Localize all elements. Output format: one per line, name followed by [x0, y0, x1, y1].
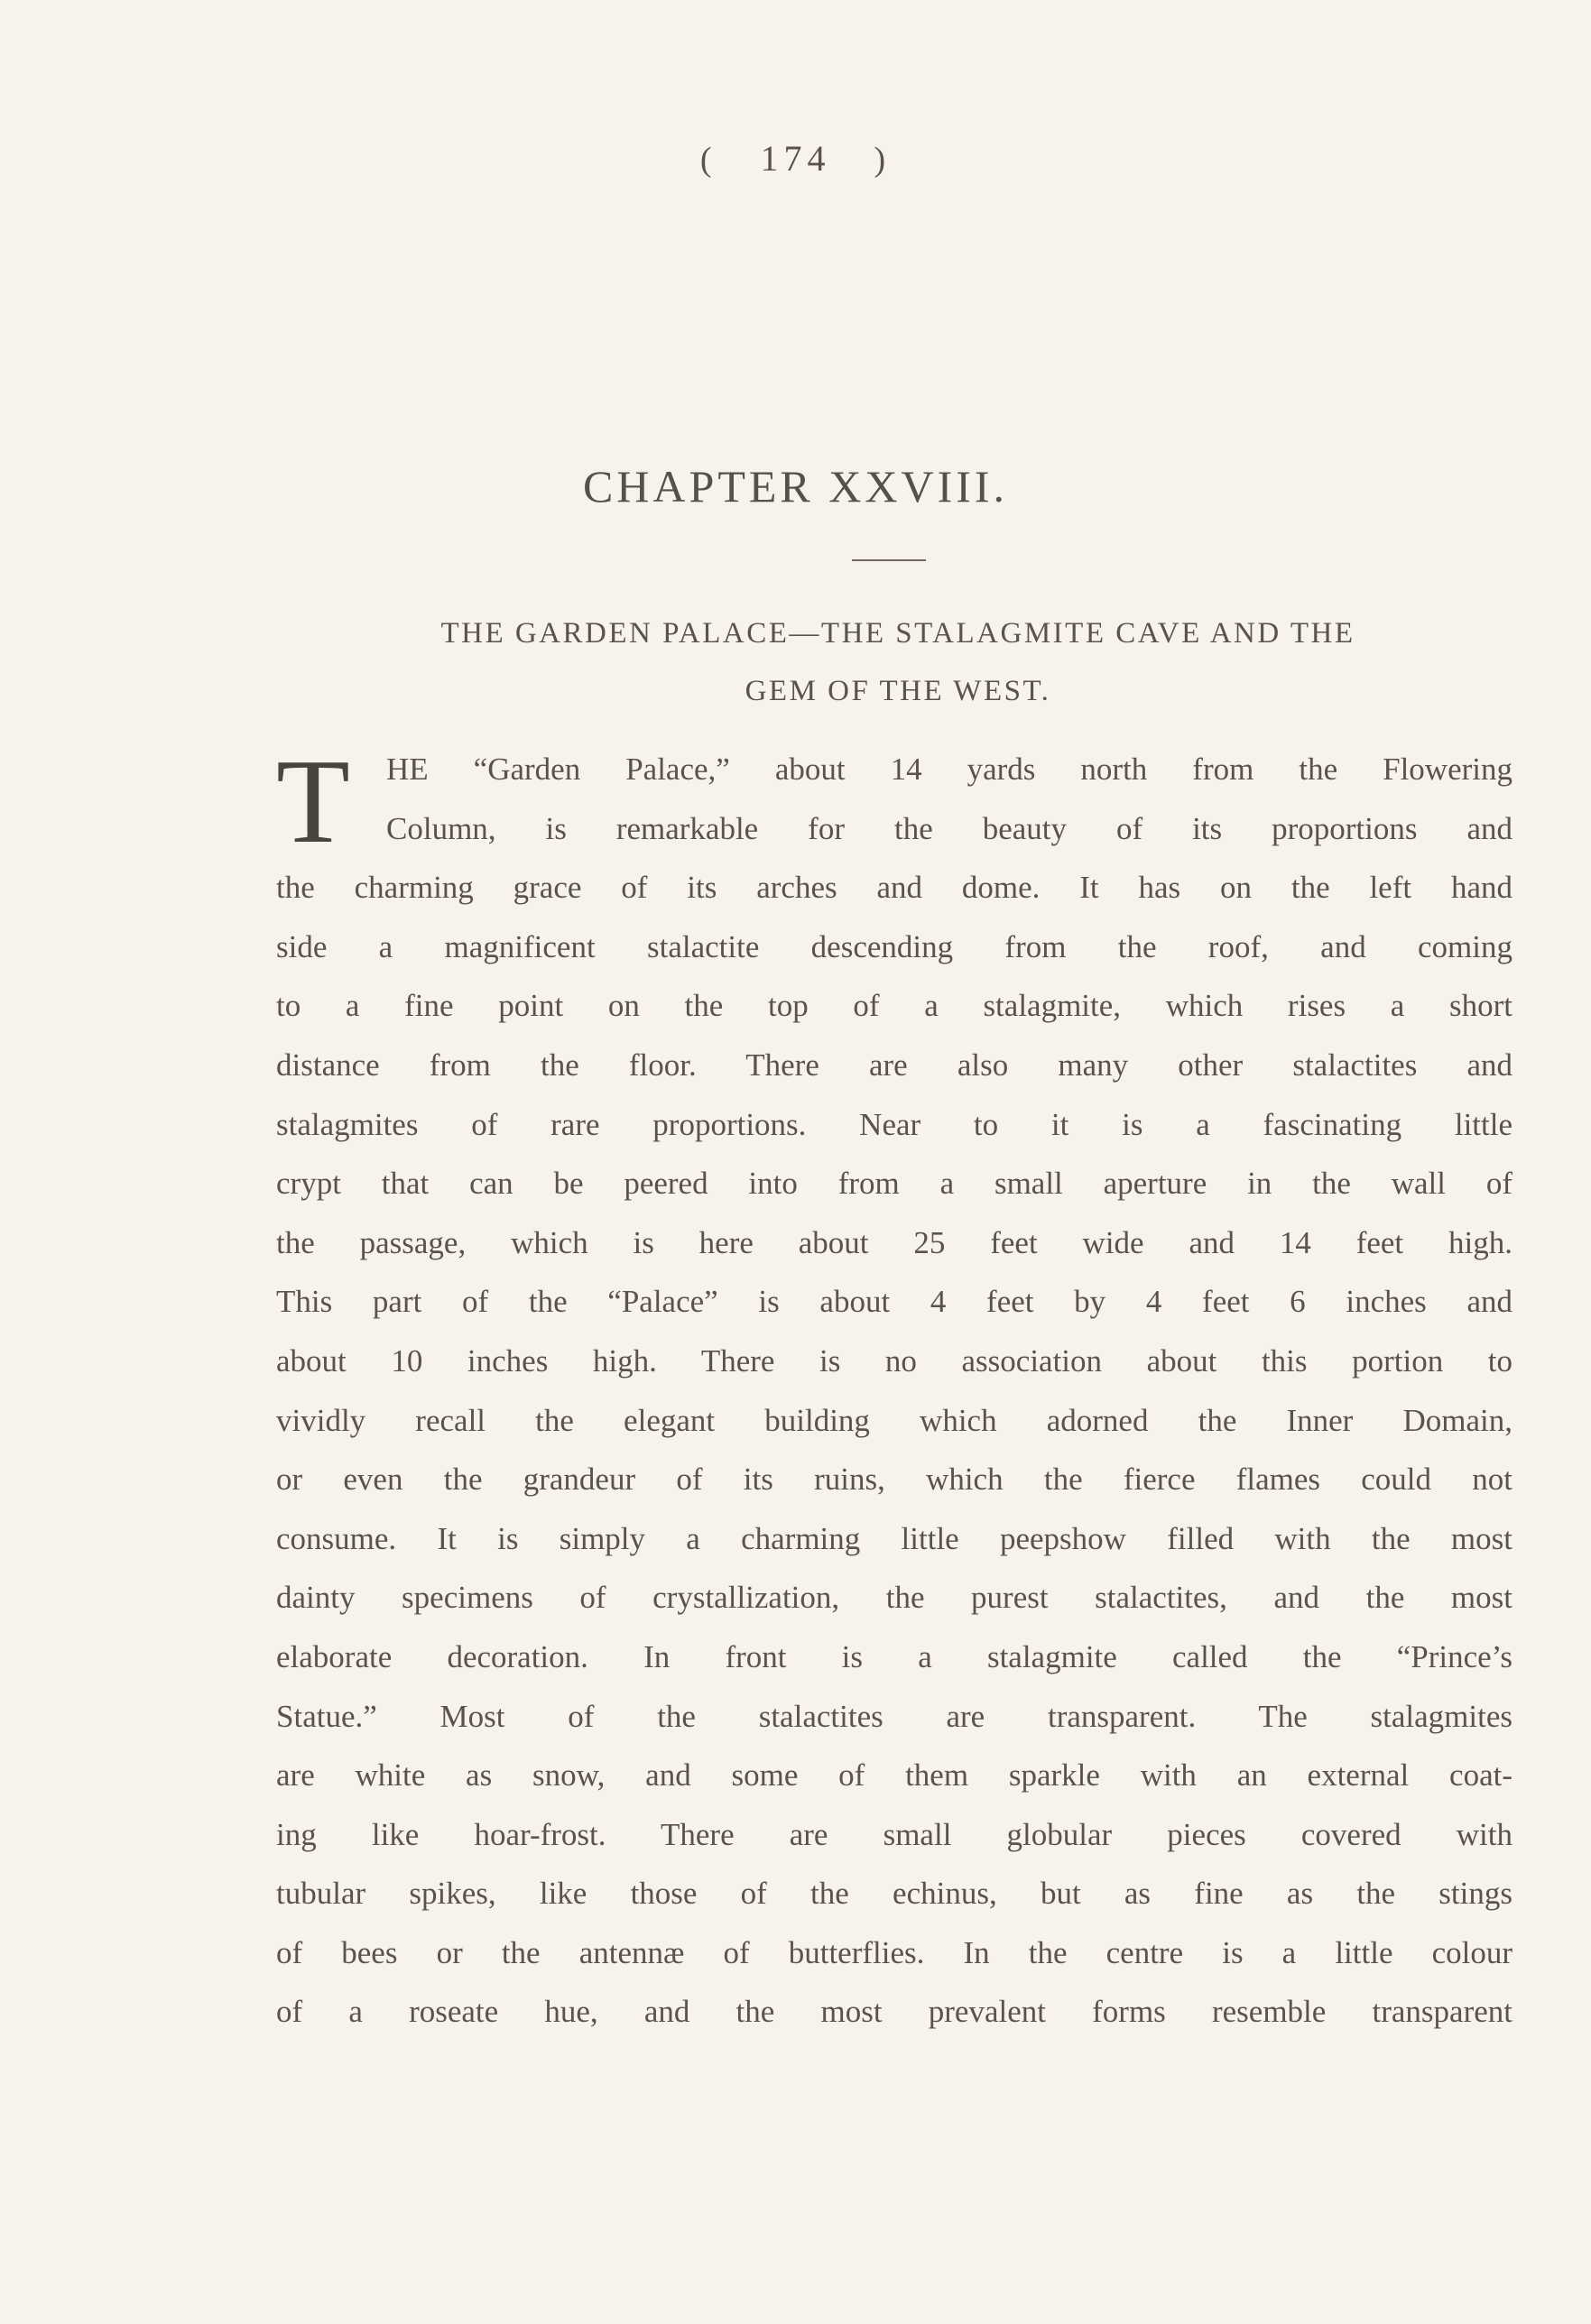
chapter-subtitle: [316, 604, 1480, 720]
text-line: distance from the floor. There are also many other stalactites and: [276, 1047, 1512, 1083]
chapter-subtitle-line-1: THE GARDEN PALACE—THE STALAGMITE CAVE AND THE: [440, 617, 1355, 650]
text-line: dainty specimens of crystallization, the purest stalactites, and the most: [276, 1580, 1512, 1616]
text-line: stalagmites of rare proportions. Near to it is a fascinating little: [276, 1106, 1512, 1142]
text-line: or even the grandeur of its ruins, which the fierce flames could not: [276, 1462, 1512, 1498]
text-line: crypt that can be peered into from a small aperture in the wall of: [276, 1166, 1512, 1202]
text-line: to a fine point on the top of a stalagmite, which rises a short: [276, 988, 1512, 1024]
text-line: side a magnificent stalactite descending from the roof, and coming: [276, 928, 1512, 964]
chapter-title: CHAPTER XXVIII.: [582, 461, 1009, 512]
text-line: are white as snow, and some of them sparkle with an external coat-: [276, 1757, 1512, 1794]
text-line: of a roseate hue, and the most prevalent forms resemble transparent: [276, 1994, 1512, 2030]
text-line: elaborate decoration. In front is a stalagmite called the “Prince’s: [276, 1638, 1512, 1674]
text-line: of bees or the antennæ of butterflies. In the centre is a little colour: [276, 1934, 1512, 1970]
text-line: the passage, which is here about 25 feet wide and 14 feet high.: [276, 1224, 1512, 1260]
text-line: the charming grace of its arches and dome. It has on the left hand: [276, 870, 1512, 906]
page-number-open-paren: (: [699, 141, 717, 179]
page-number: [0, 137, 1591, 180]
text-line: Statue.” Most of the stalactites are transparent. The stalagmites: [276, 1698, 1512, 1734]
chapter-subtitle-line-2: GEM OF THE WEST.: [745, 675, 1051, 707]
text-line: Column, is remarkable for the beauty of its proportions and: [386, 810, 1512, 846]
text-line: HE “Garden Palace,” about 14 yards north from the Flowering: [386, 752, 1512, 787]
text-line: about 10 inches high. There is no association about this portion to: [276, 1342, 1512, 1379]
text-line: ing like hoar-frost. There are small globular pieces covered with: [276, 1816, 1512, 1852]
page-number-value: 174: [760, 138, 831, 179]
text-line: vividly recall the elegant building which adorned the Inner Domain,: [276, 1402, 1512, 1438]
body-paragraph: [276, 734, 1512, 2042]
text-line: tubular spikes, like those of the echinus, but as fine as the stings: [276, 1876, 1512, 1912]
chapter-divider: [852, 559, 926, 561]
text-line: This part of the “Palace” is about 4 feet by 4 feet 6 inches and: [276, 1284, 1512, 1320]
drop-cap: T: [276, 734, 350, 868]
page-number-close-paren: ): [874, 141, 892, 179]
text-line: consume. It is simply a charming little peepshow filled with the most: [276, 1520, 1512, 1556]
